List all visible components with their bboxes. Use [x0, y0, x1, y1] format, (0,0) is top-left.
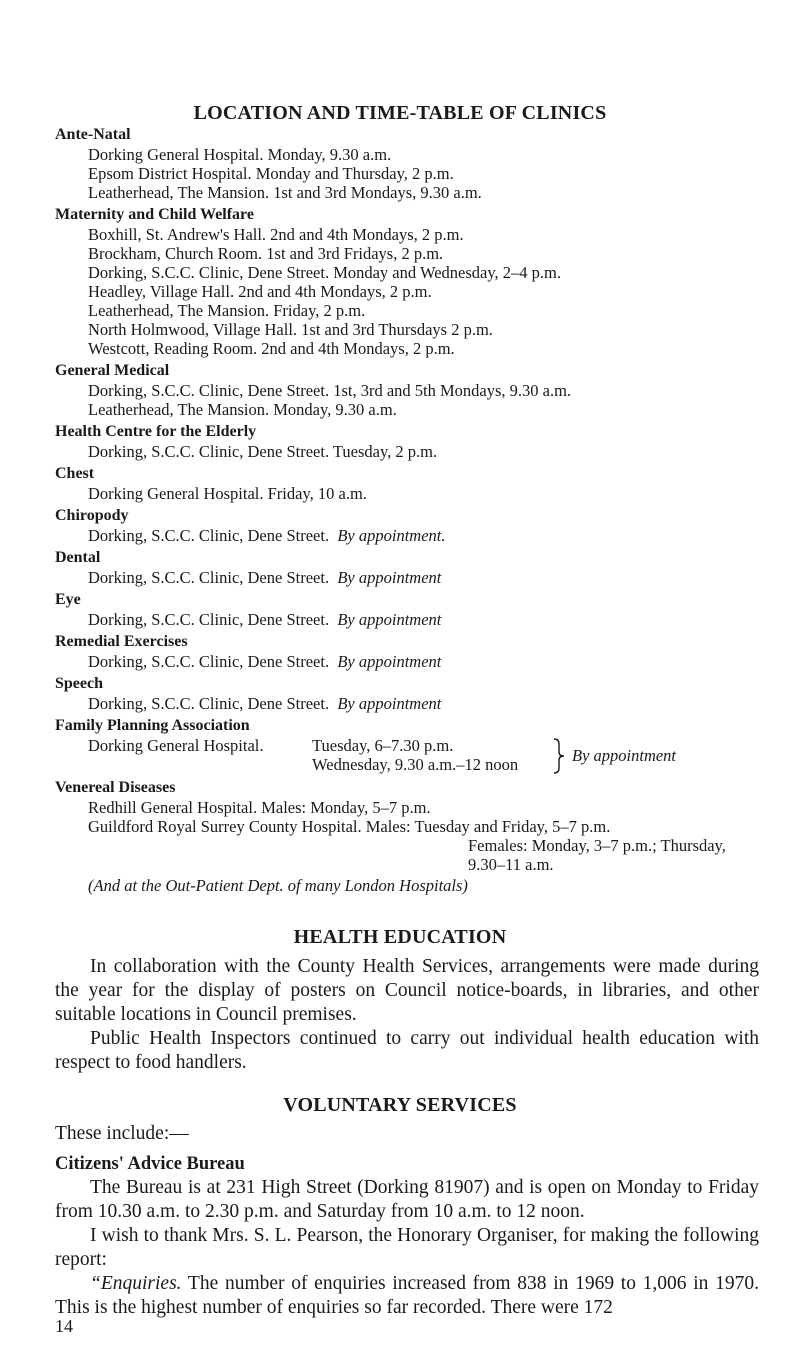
cab-heading: Citizens' Advice Bureau — [55, 1154, 245, 1174]
speech-line — [88, 694, 441, 714]
venereal-line: Females: Monday, 3–7 p.m.; Thursday, — [468, 836, 726, 855]
venereal-line: Guildford Royal Surrey County Hospital. Males: Tuesday and Friday, 5–7 p.m. — [88, 817, 611, 836]
cab-enquiries-lead: “Enquiries. — [90, 1273, 182, 1294]
heading-chiropody: Chiropody — [55, 507, 129, 524]
heading-venereal: Venereal Diseases — [55, 779, 176, 796]
cab-paragraph-1 — [55, 1176, 759, 1224]
heading-eye: Eye — [55, 591, 81, 608]
eye-line — [88, 610, 441, 630]
dental-note: By appointment — [337, 568, 442, 587]
remedial-place: Dorking, S.C.C. Clinic, Dene Street. — [88, 652, 330, 671]
health-education-text-2: Public Health Inspectors continued to carry out individual health education with respect to food handlers. — [55, 1028, 759, 1074]
clinics-title: LOCATION AND TIME-TABLE OF CLINICS — [193, 102, 607, 124]
cab-paragraph-3 — [55, 1272, 759, 1320]
voluntary-intro: These include:— — [55, 1123, 189, 1144]
chiropody-note: By appointment. — [337, 526, 446, 545]
cab-text-2: I wish to thank Mrs. S. L. Pearson, the Honorary Organiser, for making the following report: — [55, 1225, 759, 1271]
family-planning-time-1: Tuesday, 6–7.30 p.m. — [312, 736, 454, 755]
dental-place: Dorking, S.C.C. Clinic, Dene Street. — [88, 568, 330, 587]
maternity-line: Westcott, Reading Room. 2nd and 4th Mondays, 2 p.m. — [88, 339, 455, 358]
page-number: 14 — [55, 1316, 73, 1336]
brace-icon — [552, 738, 566, 774]
remedial-note: By appointment — [337, 652, 442, 671]
maternity-line: North Holmwood, Village Hall. 1st and 3rd Thursdays 2 p.m. — [88, 320, 493, 339]
general-medical-line: Leatherhead, The Mansion. Monday, 9.30 a.m. — [88, 400, 397, 419]
speech-place: Dorking, S.C.C. Clinic, Dene Street. — [88, 694, 330, 713]
cab-text-3: The number of enquiries increased from 838 in 1969 to 1,006 in 1970. This is the highest number of enquiries so far recorded. There were 172 — [55, 1273, 759, 1319]
eye-note: By appointment — [337, 610, 442, 629]
chiropody-place: Dorking, S.C.C. Clinic, Dene Street. — [88, 526, 330, 545]
heading-remedial: Remedial Exercises — [55, 633, 188, 650]
voluntary-services-title: VOLUNTARY SERVICES — [283, 1094, 517, 1116]
health-education-paragraph-2 — [55, 1027, 759, 1075]
maternity-line: Boxhill, St. Andrew's Hall. 2nd and 4th Mondays, 2 p.m. — [88, 225, 464, 244]
health-education-text-1: In collaboration with the County Health Services, arrangements were made during the year for the display of posters on Council notice-boards, in libraries, and other suitable locations in Council premises. — [55, 956, 759, 1026]
health-education-paragraph-1 — [55, 955, 759, 1028]
heading-ante-natal: Ante-Natal — [55, 126, 131, 143]
heading-general-medical: General Medical — [55, 362, 170, 379]
health-education-title: HEALTH EDUCATION — [293, 926, 507, 948]
family-planning-place: Dorking General Hospital. — [88, 736, 264, 755]
heading-maternity: Maternity and Child Welfare — [55, 206, 254, 223]
ante-natal-line: Epsom District Hospital. Monday and Thursday, 2 p.m. — [88, 164, 454, 183]
elderly-line: Dorking, S.C.C. Clinic, Dene Street. Tuesday, 2 p.m. — [88, 442, 438, 461]
chest-line: Dorking General Hospital. Friday, 10 a.m. — [88, 484, 367, 503]
heading-elderly: Health Centre for the Elderly — [55, 423, 257, 440]
remedial-line — [88, 652, 441, 672]
heading-chest: Chest — [55, 465, 95, 482]
general-medical-line: Dorking, S.C.C. Clinic, Dene Street. 1st, 3rd and 5th Mondays, 9.30 a.m. — [88, 381, 572, 400]
ante-natal-line: Dorking General Hospital. Monday, 9.30 a.m. — [88, 145, 392, 164]
heading-family-planning: Family Planning Association — [55, 717, 250, 734]
maternity-line: Leatherhead, The Mansion. Friday, 2 p.m. — [88, 301, 366, 320]
maternity-line: Headley, Village Hall. 2nd and 4th Mondays, 2 p.m. — [88, 282, 432, 301]
venereal-note: (And at the Out-Patient Dept. of many London Hospitals) — [88, 876, 468, 895]
heading-speech: Speech — [55, 675, 103, 692]
venereal-line: 9.30–11 a.m. — [468, 855, 554, 874]
family-planning-note: By appointment — [572, 746, 677, 765]
heading-dental: Dental — [55, 549, 101, 566]
chiropody-line — [88, 526, 445, 546]
speech-note: By appointment — [337, 694, 442, 713]
dental-line — [88, 568, 441, 588]
eye-place: Dorking, S.C.C. Clinic, Dene Street. — [88, 610, 330, 629]
venereal-line: Redhill General Hospital. Males: Monday, 5–7 p.m. — [88, 798, 431, 817]
cab-text-1: The Bureau is at 231 High Street (Dorking 81907) and is open on Monday to Friday from 10.30 a.m. to 2.30 p.m. and Saturday from 10 a.m. to 12 noon. — [55, 1177, 759, 1223]
family-planning-time-2: Wednesday, 9.30 a.m.–12 noon — [312, 755, 519, 774]
maternity-line: Dorking, S.C.C. Clinic, Dene Street. Monday and Wednesday, 2–4 p.m. — [88, 263, 561, 282]
cab-paragraph-2 — [55, 1224, 759, 1272]
ante-natal-line: Leatherhead, The Mansion. 1st and 3rd Mondays, 9.30 a.m. — [88, 183, 482, 202]
maternity-line: Brockham, Church Room. 1st and 3rd Fridays, 2 p.m. — [88, 244, 444, 263]
